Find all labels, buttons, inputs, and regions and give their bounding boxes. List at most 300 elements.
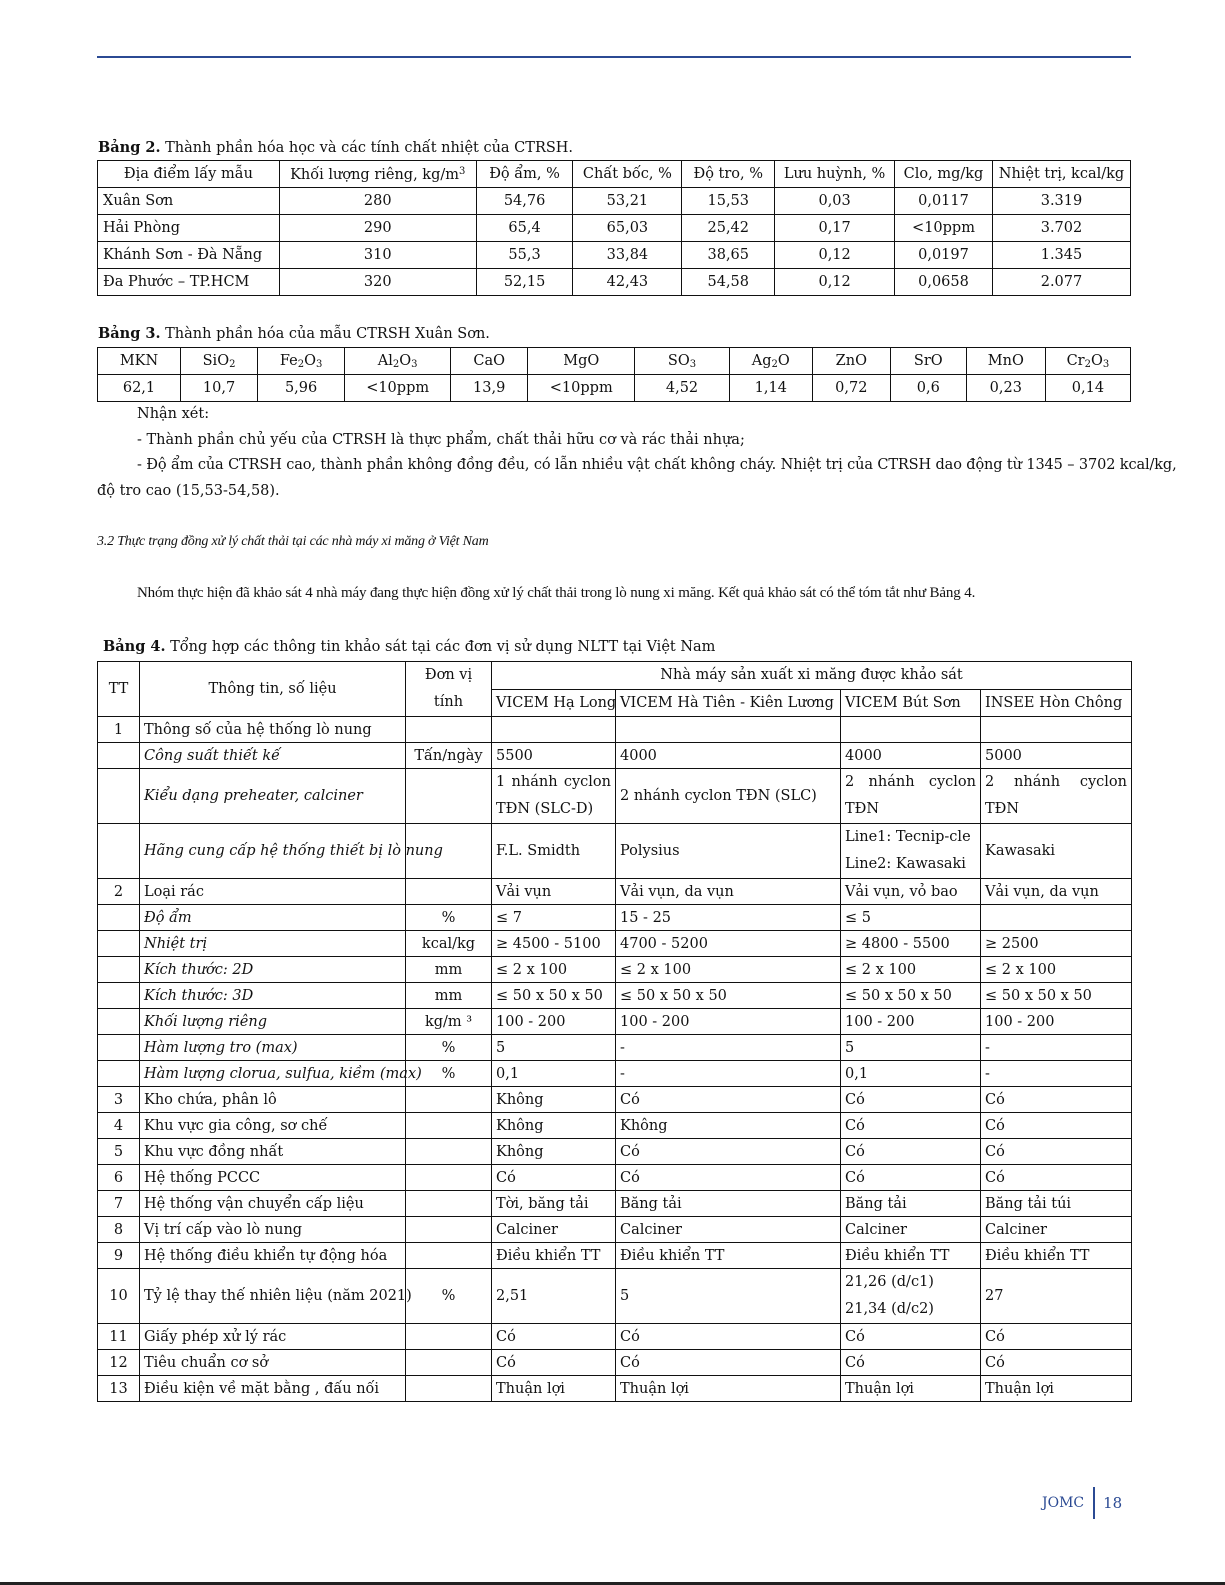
table4-value-cell xyxy=(492,717,616,743)
table4-row xyxy=(98,1269,1132,1324)
table4-value-cell: Có xyxy=(616,1324,841,1350)
table4-value-cell: Có xyxy=(841,1165,981,1191)
table4-value-cell: Calciner xyxy=(981,1217,1132,1243)
table4-value-cell: Calciner xyxy=(616,1217,841,1243)
table3-formula-base: SrO xyxy=(913,353,943,369)
table3-formula-base: MKN xyxy=(119,353,159,369)
table4-unit-cell xyxy=(406,769,492,824)
table4-row xyxy=(98,1217,1132,1243)
table4-info-cell: Nhiệt trị xyxy=(140,931,406,957)
table4-unit-cell xyxy=(406,1350,492,1376)
table4-info-cell: Hệ thống PCCC xyxy=(140,1165,406,1191)
table4-value-cell: - xyxy=(981,1035,1132,1061)
table3-header-cell xyxy=(890,348,966,375)
table2-value-cell: 25,42 xyxy=(682,215,775,242)
table3-value-cell: <10ppm xyxy=(345,375,451,402)
table4-value-cell: 5500 xyxy=(492,743,616,769)
table4-tt-cell xyxy=(98,983,140,1009)
table2-value-cell: 0,0658 xyxy=(895,269,993,296)
table4-tt-cell xyxy=(98,1061,140,1087)
table4-value-cell: Điều khiển TT xyxy=(616,1243,841,1269)
table3-caption xyxy=(98,325,490,342)
table4-value-cell: Thuận lợi xyxy=(841,1376,981,1402)
table3-formula-base: SO xyxy=(667,352,690,369)
table4-value-cell: Có xyxy=(841,1350,981,1376)
table4-value-cell: 100 - 200 xyxy=(492,1009,616,1035)
table4-value-cell xyxy=(981,905,1132,931)
table3-header-cell xyxy=(966,348,1045,375)
table4-row xyxy=(98,1350,1132,1376)
table4-value-cell: Có xyxy=(616,1139,841,1165)
table4-header-info: Thông tin, số liệu xyxy=(140,662,406,717)
table4-value-cell: Điều khiển TT xyxy=(981,1243,1132,1269)
table4-value-cell: ≤ 2 x 100 xyxy=(492,957,616,983)
table4-value-cell: Vải vụn, da vụn xyxy=(981,879,1132,905)
table4-info-cell: Tiêu chuẩn cơ sở xyxy=(140,1350,406,1376)
table4-row xyxy=(98,1061,1132,1087)
table4-value-cell: Không xyxy=(616,1113,841,1139)
table2-caption-label: Bảng 2. xyxy=(98,139,161,156)
table4-unit-cell xyxy=(406,1139,492,1165)
table4-value-cell: ≥ 4500 - 5100 xyxy=(492,931,616,957)
table4-plant-header: INSEE Hòn Chông xyxy=(981,689,1132,717)
table4-value-cell: Vải vụn xyxy=(492,879,616,905)
table4-value-cell: Tời, băng tải xyxy=(492,1191,616,1217)
table4-unit-cell xyxy=(406,1113,492,1139)
table4-row xyxy=(98,717,1132,743)
table4-unit-cell: % xyxy=(406,1269,492,1324)
table2-header-label: Khối lượng riêng, kg/m xyxy=(290,166,460,183)
table3-formula-subscript: 2 xyxy=(297,358,305,370)
table3-value-cell: 0,72 xyxy=(812,375,890,402)
table4-value-cell: Không xyxy=(492,1139,616,1165)
table2-value-cell: 3.702 xyxy=(992,215,1130,242)
table4-info-cell: Khu vực đồng nhất xyxy=(140,1139,406,1165)
table2-header-label: Chất bốc, % xyxy=(582,166,672,182)
table3-header-cell xyxy=(528,348,635,375)
table4-info-cell: Tỷ lệ thay thế nhiên liệu (năm 2021) xyxy=(140,1269,406,1324)
table4-value-cell: 0,1 xyxy=(492,1061,616,1087)
table4-value-cell: Vải vụn, vỏ bao xyxy=(841,879,981,905)
table4-value-cell: 5 xyxy=(492,1035,616,1061)
table4-value-cell: ≤ 50 x 50 x 50 xyxy=(492,983,616,1009)
table2-header-cell xyxy=(682,161,775,188)
table4-value-cell: F.L. Smidth xyxy=(492,824,616,879)
table4-value-cell: Có xyxy=(616,1165,841,1191)
table4-value-cell: Không xyxy=(492,1113,616,1139)
table4-value-cell: ≤ 2 x 100 xyxy=(616,957,841,983)
table4-info-cell: Điều kiện về mặt bằng , đấu nối xyxy=(140,1376,406,1402)
table4-caption xyxy=(103,638,715,655)
table4-tt-cell: 12 xyxy=(98,1350,140,1376)
table4-tt-cell: 6 xyxy=(98,1165,140,1191)
table3-header-cell xyxy=(345,348,451,375)
page-footer xyxy=(1042,1487,1122,1519)
table4-row xyxy=(98,769,1132,824)
table2-header-cell xyxy=(992,161,1130,188)
table4-value-cell: Có xyxy=(616,1087,841,1113)
table4-value-cell: Có xyxy=(981,1165,1132,1191)
table3-formula-base: Cr xyxy=(1066,352,1085,369)
table2-row xyxy=(98,269,1131,296)
table4-value-cell: 100 - 200 xyxy=(981,1009,1132,1035)
table4-row xyxy=(98,905,1132,931)
table4-value-cell: - xyxy=(616,1035,841,1061)
table4-header-unit-line2: tính xyxy=(433,694,464,710)
table2-value-cell: 55,3 xyxy=(476,242,573,269)
footer-divider xyxy=(1093,1487,1095,1519)
table2-value-cell: 1.345 xyxy=(992,242,1130,269)
table2-location-cell: Khánh Sơn - Đà Nẵng xyxy=(98,242,280,269)
table2-header-cell xyxy=(279,161,476,188)
table4-value-cell: Điều khiển TT xyxy=(492,1243,616,1269)
table4-header-unit-line1: Đơn vị xyxy=(424,667,473,683)
table2-value-cell: 0,12 xyxy=(775,242,895,269)
remarks-line-2: - Độ ẩm của CTRSH cao, thành phần không đồng đều, có lẫn nhiều vật chất không cháy. Nhiệt trị của CTRSH dao động từ 1345 – 3702 kcal/kg, xyxy=(137,457,1177,473)
table4-value-cell: ≥ 2500 xyxy=(981,931,1132,957)
table3-header-cell xyxy=(812,348,890,375)
table3-formula-part: O xyxy=(304,352,316,369)
table3-header-cell xyxy=(98,348,181,375)
table4-unit-cell: % xyxy=(406,905,492,931)
table2-row xyxy=(98,188,1131,215)
table4-value-cell: 2 nhánh cyclon TĐN (SLC) xyxy=(616,769,841,824)
table4-value-cell: 5000 xyxy=(981,743,1132,769)
table3-formula-base: MnO xyxy=(987,353,1024,369)
table4-value-cell: Có xyxy=(841,1139,981,1165)
table2-header-cell xyxy=(476,161,573,188)
table3-header-cell xyxy=(729,348,812,375)
table3-formula-base: CaO xyxy=(473,353,506,369)
table4-value-cell xyxy=(841,824,981,879)
table4-info-cell: Hàm lượng clorua, sulfua, kiềm (max) xyxy=(140,1061,406,1087)
table3-header-cell xyxy=(181,348,258,375)
table4-value-cell: ≤ 2 x 100 xyxy=(841,957,981,983)
table4-value-cell: ≤ 7 xyxy=(492,905,616,931)
table4-value-cell: Calciner xyxy=(841,1217,981,1243)
table2-value-cell: 2.077 xyxy=(992,269,1130,296)
table2-value-cell: 0,0197 xyxy=(895,242,993,269)
table4-info-cell: Công suất thiết kế xyxy=(140,743,406,769)
table3-formula-subscript: 3 xyxy=(689,358,697,370)
table4-unit-cell xyxy=(406,1324,492,1350)
table3-caption-label: Bảng 3. xyxy=(98,325,161,342)
table4-value-cell: ≤ 50 x 50 x 50 xyxy=(841,983,981,1009)
journal-name: JOMC xyxy=(1042,1495,1085,1511)
table4-info-cell: Hãng cung cấp hệ thống thiết bị lò nung xyxy=(140,824,406,879)
table4-caption-text: Tổng hợp các thông tin khảo sát tại các đơn vị sử dụng NLTT tại Việt Nam xyxy=(165,639,716,655)
remarks-line-3: độ tro cao (15,53-54,58). xyxy=(97,483,280,499)
table2-location-cell: Xuân Sơn xyxy=(98,188,280,215)
table4-tt-cell: 10 xyxy=(98,1269,140,1324)
table4-value-line: 21,26 (d/c1) xyxy=(845,1274,934,1290)
table2-value-cell: <10ppm xyxy=(895,215,993,242)
table4-value-cell: 27 xyxy=(981,1269,1132,1324)
table4-tt-cell: 1 xyxy=(98,717,140,743)
table2-value-cell: 42,43 xyxy=(573,269,682,296)
table4-row xyxy=(98,931,1132,957)
table4-row xyxy=(98,1243,1132,1269)
table3-value-cell: 0,23 xyxy=(966,375,1045,402)
table3-value-cell: 5,96 xyxy=(258,375,345,402)
table3-value-cell: 1,14 xyxy=(729,375,812,402)
table2-caption-text: Thành phần hóa học và các tính chất nhiệt của CTRSH. xyxy=(160,140,574,156)
table3-header-cell xyxy=(258,348,345,375)
table4-value-cell xyxy=(616,717,841,743)
table4-value-cell xyxy=(841,1269,981,1324)
table2-header-label: Nhiệt trị, kcal/kg xyxy=(998,166,1125,182)
table2-value-cell: 52,15 xyxy=(476,269,573,296)
table4-value-cell: Vải vụn, da vụn xyxy=(616,879,841,905)
table4-unit-cell: kcal/kg xyxy=(406,931,492,957)
table4-info-cell: Hàm lượng tro (max) xyxy=(140,1035,406,1061)
table3-formula-subscript: 2 xyxy=(229,358,236,370)
table3 xyxy=(97,347,1131,402)
table3-formula-base: Fe xyxy=(279,352,298,369)
table4-unit-cell xyxy=(406,1243,492,1269)
table4-value-cell: Có xyxy=(841,1113,981,1139)
table2-row xyxy=(98,215,1131,242)
table3-header-cell xyxy=(1045,348,1130,375)
table4-value-cell: Có xyxy=(616,1350,841,1376)
table4-value-cell: Kawasaki xyxy=(981,824,1132,879)
table2-value-cell: 0,17 xyxy=(775,215,895,242)
table4-unit-cell: mm xyxy=(406,957,492,983)
table2-value-cell: 54,58 xyxy=(682,269,775,296)
table3-value-cell: 4,52 xyxy=(635,375,730,402)
table4-row xyxy=(98,1191,1132,1217)
table4-value-cell: ≥ 4800 - 5500 xyxy=(841,931,981,957)
table3-formula-subscript: 2 xyxy=(1084,358,1091,370)
table4-info-cell: Kho chứa, phân lô xyxy=(140,1087,406,1113)
table2-value-cell: 15,53 xyxy=(682,188,775,215)
table4-row xyxy=(98,983,1132,1009)
table4-value-cell: Có xyxy=(492,1324,616,1350)
table2-value-cell: 3.319 xyxy=(992,188,1130,215)
table4-row xyxy=(98,1139,1132,1165)
table4-value-cell: 4000 xyxy=(616,743,841,769)
table2-location-cell: Hải Phòng xyxy=(98,215,280,242)
table4-value-line: Line1: Tecnip-cle xyxy=(845,829,971,845)
table4-value-cell: ≤ 5 xyxy=(841,905,981,931)
table4-tt-cell: 13 xyxy=(98,1376,140,1402)
table4-tt-cell: 8 xyxy=(98,1217,140,1243)
table4-info-cell: Hệ thống điều khiển tự động hóa xyxy=(140,1243,406,1269)
page-number: 18 xyxy=(1103,1494,1123,1512)
table4-tt-cell xyxy=(98,1035,140,1061)
table2-value-cell: 54,76 xyxy=(476,188,573,215)
table3-header-cell xyxy=(451,348,528,375)
table3-value-row xyxy=(98,375,1131,402)
table4-value-cell: Có xyxy=(981,1324,1132,1350)
table4-info-cell: Loại rác xyxy=(140,879,406,905)
table4-value-cell: Calciner xyxy=(492,1217,616,1243)
table3-value-cell: 62,1 xyxy=(98,375,181,402)
table3-formula-subscript: 3 xyxy=(315,358,323,370)
table4-value-cell: Có xyxy=(492,1165,616,1191)
table4-value-cell: Có xyxy=(981,1139,1132,1165)
table4-value-cell: ≤ 2 x 100 xyxy=(981,957,1132,983)
table4-info-cell: Thông số của hệ thống lò nung xyxy=(140,717,406,743)
table4-info-cell: Kiểu dạng preheater, calciner xyxy=(140,769,406,824)
table4-header-unit xyxy=(406,662,492,717)
table4-unit-cell xyxy=(406,1087,492,1113)
table4-tt-cell: 11 xyxy=(98,1324,140,1350)
table3-formula-base: Ag xyxy=(751,352,772,369)
table2-header-row xyxy=(98,161,1131,188)
table4-info-cell: Vị trí cấp vào lò nung xyxy=(140,1217,406,1243)
table4-tt-cell xyxy=(98,743,140,769)
table4-unit-cell: mm xyxy=(406,983,492,1009)
table2-header-label: Địa điểm lấy mẫu xyxy=(123,166,253,182)
remarks-title: Nhận xét: xyxy=(137,406,210,422)
table4-unit-cell xyxy=(406,879,492,905)
table4-value-cell: ≤ 50 x 50 x 50 xyxy=(616,983,841,1009)
table2-value-cell: 0,12 xyxy=(775,269,895,296)
table2-value-cell: 280 xyxy=(279,188,476,215)
table4-plant-header: VICEM Bút Sơn xyxy=(841,689,981,717)
table2 xyxy=(97,160,1131,296)
table4-row xyxy=(98,879,1132,905)
table4-value-cell: Polysius xyxy=(616,824,841,879)
section-heading: 3.2 Thực trạng đồng xử lý chất thải tại các nhà máy xi măng ở Việt Nam xyxy=(97,534,489,549)
table3-formula-part: O xyxy=(399,352,412,369)
table2-header-label: Độ tro, % xyxy=(693,166,764,182)
table4-value-cell: 100 - 200 xyxy=(841,1009,981,1035)
table4-unit-cell: kg/m ³ xyxy=(406,1009,492,1035)
table4-row xyxy=(98,824,1132,879)
table4-row xyxy=(98,743,1132,769)
table3-formula-subscript: 2 xyxy=(771,358,778,370)
section-paragraph: Nhóm thực hiện đã khảo sát 4 nhà máy đang thực hiện đồng xử lý chất thải trong lò nung xi măng. Kết quả khảo sát có thể tóm tắt như Bảng 4. xyxy=(137,585,976,601)
table4-value-cell: Thuận lợi xyxy=(981,1376,1132,1402)
table4-value-cell xyxy=(981,717,1132,743)
table3-formula-subscript: 3 xyxy=(1102,358,1110,370)
table4-row xyxy=(98,1035,1132,1061)
table4-tt-cell: 9 xyxy=(98,1243,140,1269)
table4-tt-cell: 4 xyxy=(98,1113,140,1139)
table4-info-cell: Độ ẩm xyxy=(140,905,406,931)
table3-header-cell xyxy=(635,348,730,375)
table4-unit-cell xyxy=(406,1376,492,1402)
table2-header-label: Độ ẩm, % xyxy=(489,166,560,182)
table3-formula-subscript: 3 xyxy=(411,358,418,370)
table4-value-cell: 2 nhánh cyclon TĐN xyxy=(841,769,981,824)
table4-row xyxy=(98,1087,1132,1113)
table2-value-cell: 310 xyxy=(279,242,476,269)
table3-formula-base: Al xyxy=(377,352,393,369)
table4-value-cell: 5 xyxy=(841,1035,981,1061)
table2-value-cell: 65,03 xyxy=(573,215,682,242)
table3-value-cell: 10,7 xyxy=(181,375,258,402)
table4-tt-cell xyxy=(98,905,140,931)
table2-header-cell xyxy=(775,161,895,188)
table4-value-cell: Băng tải xyxy=(841,1191,981,1217)
table4-info-cell: Hệ thống vận chuyển cấp liệu xyxy=(140,1191,406,1217)
table2-value-cell: 290 xyxy=(279,215,476,242)
table4-header-group: Nhà máy sản xuất xi măng được khảo sát xyxy=(492,662,1132,690)
table4-value-cell: Có xyxy=(981,1350,1132,1376)
table4-unit-cell xyxy=(406,1191,492,1217)
table4-unit-cell xyxy=(406,717,492,743)
table2-header-cell xyxy=(573,161,682,188)
table4-value-cell: 15 - 25 xyxy=(616,905,841,931)
table4-row xyxy=(98,1324,1132,1350)
table2-value-cell: 0,03 xyxy=(775,188,895,215)
table4-value-cell xyxy=(841,717,981,743)
table4-value-cell: Điều khiển TT xyxy=(841,1243,981,1269)
table4-value-cell: Thuận lợi xyxy=(492,1376,616,1402)
table4-value-cell: Có xyxy=(492,1350,616,1376)
table4-tt-cell xyxy=(98,931,140,957)
table4-info-cell: Kích thước: 3D xyxy=(140,983,406,1009)
table2-value-cell: 33,84 xyxy=(573,242,682,269)
table4-value-cell: Băng tải túi xyxy=(981,1191,1132,1217)
table4-value-cell: 2,51 xyxy=(492,1269,616,1324)
table2-header-sup: 3 xyxy=(459,165,466,177)
table4-caption-label: Bảng 4. xyxy=(103,638,166,655)
remarks-line-1: - Thành phần chủ yếu của CTRSH là thực phẩm, chất thải hữu cơ và rác thải nhựa; xyxy=(137,432,745,448)
table4-value-cell: 2 nhánh cyclon TĐN xyxy=(981,769,1132,824)
table4-value-line: Line2: Kawasaki xyxy=(845,856,966,872)
table4-value-cell: 5 xyxy=(616,1269,841,1324)
table4-tt-cell: 7 xyxy=(98,1191,140,1217)
header-rule xyxy=(97,56,1131,58)
table4-value-cell: 100 - 200 xyxy=(616,1009,841,1035)
table4-tt-cell xyxy=(98,1009,140,1035)
table3-value-cell: 0,6 xyxy=(890,375,966,402)
table2-value-cell: 320 xyxy=(279,269,476,296)
table4-tt-cell xyxy=(98,769,140,824)
table4-value-cell: 0,1 xyxy=(841,1061,981,1087)
table3-formula-part: O xyxy=(777,352,790,369)
table4-row xyxy=(98,1113,1132,1139)
table4-value-cell: Không xyxy=(492,1087,616,1113)
table2-location-cell: Đa Phước – TP.HCM xyxy=(98,269,280,296)
table2-value-cell: 53,21 xyxy=(573,188,682,215)
table3-formula-base: SiO xyxy=(202,352,230,369)
table2-value-cell: 65,4 xyxy=(476,215,573,242)
table4-plant-header: VICEM Hạ Long xyxy=(492,689,616,717)
table4-unit-cell xyxy=(406,1217,492,1243)
table4-value-cell: Có xyxy=(981,1113,1132,1139)
table3-value-cell: <10ppm xyxy=(528,375,635,402)
table4-value-line: 21,34 (d/c2) xyxy=(845,1301,934,1317)
table4-unit-cell: % xyxy=(406,1035,492,1061)
table4-tt-cell xyxy=(98,957,140,983)
table4-row xyxy=(98,1376,1132,1402)
table4-row xyxy=(98,1165,1132,1191)
table4-header-row-1 xyxy=(98,662,1132,690)
table4-unit-cell xyxy=(406,1165,492,1191)
table4-value-cell: 4000 xyxy=(841,743,981,769)
table4-value-cell: Có xyxy=(981,1087,1132,1113)
table4-info-cell: Khu vực gia công, sơ chế xyxy=(140,1113,406,1139)
table4-row xyxy=(98,1009,1132,1035)
table4-info-cell: Khối lượng riêng xyxy=(140,1009,406,1035)
table3-caption-text: Thành phần hóa của mẫu CTRSH Xuân Sơn. xyxy=(160,326,490,342)
table2-header-label: Clo, mg/kg xyxy=(903,166,984,182)
table4-value-cell: - xyxy=(616,1061,841,1087)
table4-value-cell: Băng tải xyxy=(616,1191,841,1217)
table2-value-cell: 38,65 xyxy=(682,242,775,269)
table2-value-cell: 0,0117 xyxy=(895,188,993,215)
table4-value-cell: Thuận lợi xyxy=(616,1376,841,1402)
table4-value-cell: ≤ 50 x 50 x 50 xyxy=(981,983,1132,1009)
table3-formula-subscript: 2 xyxy=(392,358,400,370)
table4-tt-cell: 2 xyxy=(98,879,140,905)
table4-tt-cell xyxy=(98,824,140,879)
